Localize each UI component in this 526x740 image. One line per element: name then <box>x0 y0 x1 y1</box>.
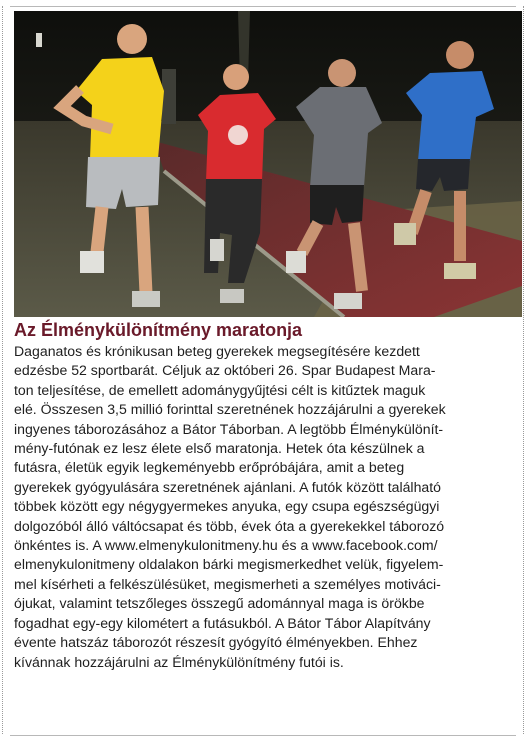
runner-shoe <box>220 289 244 303</box>
body-line: gyerekek gyógyulására szeretnének ajánlani. A futók között található <box>14 478 441 495</box>
shirt-logo <box>228 125 248 145</box>
body-line: dolgozóból álló váltócsapat és több, évek óta a gyerekekkel táborozó <box>14 517 445 534</box>
body-line: évente hatszáz táborozót részesít gyógyító élményekben. Ehhez <box>14 634 418 651</box>
runner-head <box>446 41 474 69</box>
article-body <box>14 342 520 672</box>
runner-shorts <box>416 159 470 191</box>
article-headline: Az Élménykülönítmény maratonja <box>14 320 303 340</box>
body-line: mel kísérheti a felkészülésüket, megismerheti a személyes motiváci- <box>14 575 441 592</box>
runner-head <box>117 24 147 54</box>
runner-head <box>223 64 249 90</box>
runner-shoe <box>132 291 160 307</box>
runner-shoe <box>394 223 416 245</box>
body-line: kívánnak hozzájárulni az Élménykülönítmény futói is. <box>14 653 344 670</box>
runner-shoe <box>334 293 362 309</box>
runner-shoe <box>210 239 224 261</box>
body-line: futásra, életük egyik legkeményebb erőpróbájára, amit a beteg <box>14 459 405 476</box>
body-line: többek között egy négygyermekes anyuka, egy csupa egészségügyi <box>14 498 440 515</box>
body-line: elmenykulonitmeny oldalakon bárki megismerkedhet velük, figyelem- <box>14 556 444 573</box>
flag <box>36 33 42 47</box>
body-line: edzésbe 52 sportbarát. Céljuk az októberi 26. Spar Budapest Mara- <box>14 362 436 379</box>
body-line: elé. Összesen 3,5 millió forinttal szeretnének hozzájárulni a gyerekek <box>14 401 446 418</box>
runner-shoe <box>80 251 104 273</box>
right-dotted-rule <box>523 6 524 734</box>
runner-shoe <box>286 251 306 273</box>
body-line: önkéntes is. A www.elmenykulonitmeny.hu és a www.facebook.com/ <box>14 537 438 554</box>
background-runner <box>162 69 176 124</box>
runner-shoe <box>444 263 476 279</box>
body-line: ton teljesítése, de emellett adománygyűjtési célt is kitűztek maguk <box>14 381 426 398</box>
body-line: Daganatos és krónikusan beteg gyerekek megsegítésére kezdett <box>14 343 420 359</box>
runners-photo <box>14 11 522 317</box>
left-dotted-rule <box>2 6 3 734</box>
body-line: ójukat, valamint tetszőleges összegű adománnyal maga is örökbe <box>14 595 425 612</box>
body-line: ingyenes táborozásához a Bátor Táborban. A legtöbb Élménykülönít- <box>14 420 444 437</box>
runner-head <box>328 59 356 87</box>
body-line: fogadhat egy-egy kilométert a futásukból. A Bátor Tábor Alapítvány <box>14 614 431 631</box>
body-line: mény-futónak ez lesz élete első maratonja. Hetek óta készülnek a <box>14 440 425 457</box>
